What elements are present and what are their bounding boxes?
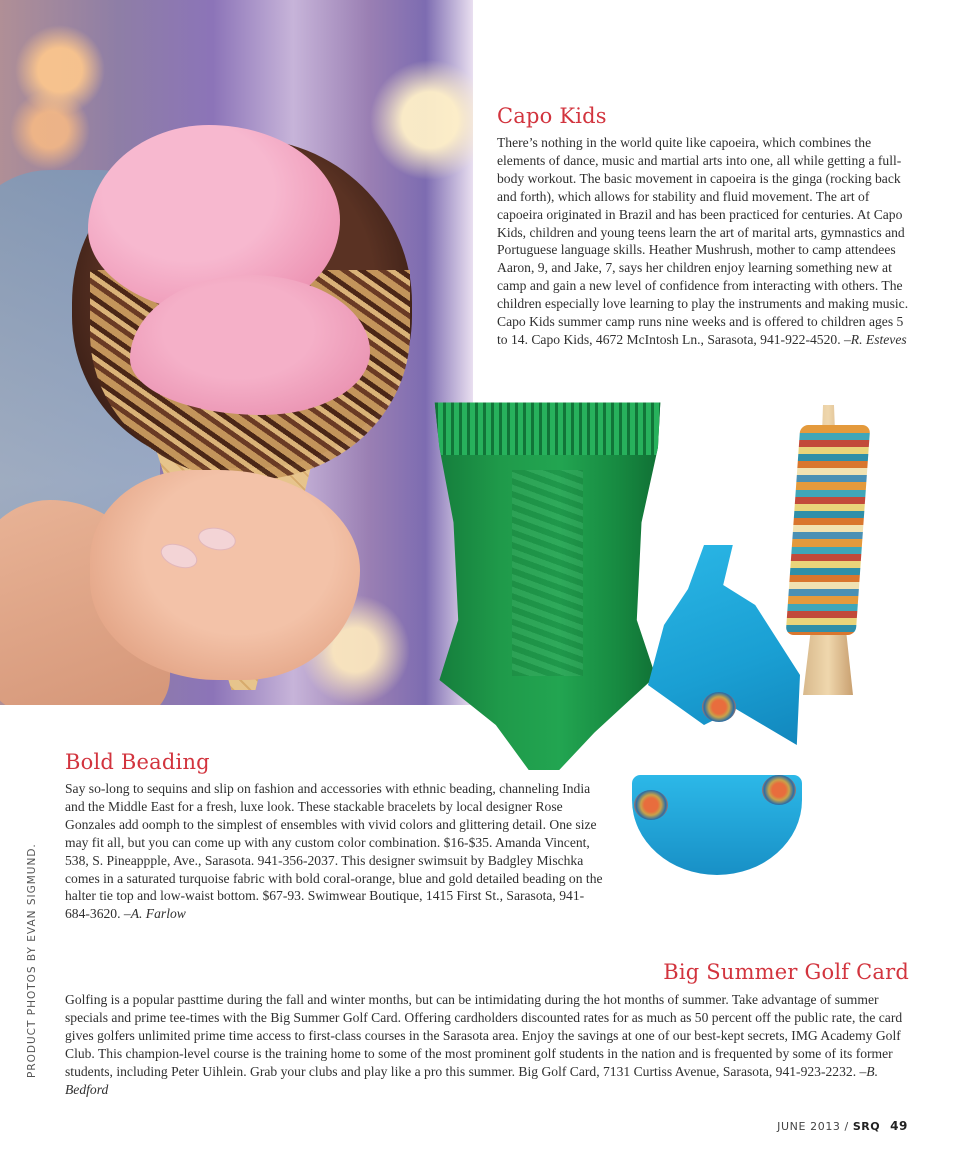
bold-beading-heading: Bold Beading bbox=[65, 750, 210, 774]
golf-card-body bbox=[65, 991, 909, 1098]
photo-credit: PRODUCT PHOTOS BY EVAN SIGMUND. bbox=[26, 843, 38, 1078]
photo-hand bbox=[90, 470, 360, 680]
green-swimsuit-photo bbox=[430, 395, 665, 770]
golf-card-text: Golfing is a popular pasttime during the fall and winter months, but can be intimidating during the hot months of summer. Take advantage of summer specials and prime tee-times with the Big Summer Golf Card. Offering cardholders discounted rates for as much as 50 percent off the public rate, the card gives golfers unlimited prime time access to first-class courses in the Sarasota area. Enjoy the savings at one of our best-kept secrets, IMG Academy Golf Club. This champion-level course is the training home to some of the most prominent golf students in the nation and is frequented by some of its former students, including Peter Uihlein. Grab your clubs and play like a pro this summer. Big Golf Card, 7131 Curtiss Avenue, Sarasota, 941-923-2232. bbox=[65, 992, 903, 1079]
golf-card-byline: –B. Bedford bbox=[65, 1063, 878, 1097]
bold-beading-body bbox=[65, 780, 605, 923]
bold-beading-byline: –A. Farlow bbox=[123, 906, 186, 922]
swimsuit-ruffle bbox=[430, 395, 665, 455]
issue-date: JUNE 2013 bbox=[777, 1120, 841, 1133]
bikini-bead-detail bbox=[702, 692, 736, 722]
ice-cream-photo bbox=[0, 0, 473, 705]
capo-kids-text: There’s nothing in the world quite like capoeira, which combines the elements of dance, music and martial arts into one, all while getting a full-body workout. The basic movement in capoeira is the ginga (rocking back and forth), which allows for stability and fluid movement. The art of capoeira originated in Brazil and has been practiced for centuries. At Capo Kids, children and young teens learn the art of marital arts, gymnastics and Portuguese language skills. Heather Mushrush, mother to camp attendees Aaron, 9, and Jake, 7, says her children enjoy learning something new at camp and gain a new level of confidence from interacting with others. The children especially love learning to play the instruments and making music. Capo Kids summer camp runs nine weeks and is offered to children ages 5 to 14. Capo Kids, 4672 McIntosh Ln., Sarasota, 941-922-4520. bbox=[497, 135, 909, 347]
swimsuit-ruching bbox=[512, 470, 583, 676]
magazine-name: SRQ bbox=[852, 1120, 881, 1133]
capo-kids-body bbox=[497, 134, 910, 349]
page-folio bbox=[777, 1119, 908, 1133]
beaded-bracelets bbox=[786, 425, 871, 635]
bold-beading-text: Say so-long to sequins and slip on fashion and accessories with ethnic beading, channeling India and the Middle East for a fresh, luxe look. These stackable bracelets by local designer Rose Gonzales add oomph to the simplest of ensembles with vivid colors and glittering detail. One size may fit all, but you can come up with any custom color combination. $16-$35. Amanda Vincent, 538, S. Pineappple, Ave., Sarasota. 941-356-2037. This designer swimsuit by Badgley Mischka comes in a saturated turquoise fabric with bold coral-orange, blue and gold detailed beading on the halter tie top and low-waist bottom. $67-93. Swimwear Boutique, 1415 First St., Sarasota, 941-684-3620. bbox=[65, 781, 603, 922]
bracelet-stack-photo bbox=[793, 405, 863, 695]
bikini-bead-detail bbox=[634, 790, 668, 820]
folio-separator: / bbox=[844, 1120, 849, 1133]
capo-kids-article bbox=[497, 104, 910, 349]
bold-beading-article bbox=[65, 750, 605, 923]
capo-kids-byline: –R. Esteves bbox=[844, 331, 907, 347]
golf-card-article bbox=[65, 960, 909, 1098]
capo-kids-heading: Capo Kids bbox=[497, 104, 607, 128]
golf-card-heading: Big Summer Golf Card bbox=[663, 960, 909, 984]
bikini-bead-detail bbox=[762, 775, 796, 805]
page-number: 49 bbox=[890, 1119, 908, 1133]
